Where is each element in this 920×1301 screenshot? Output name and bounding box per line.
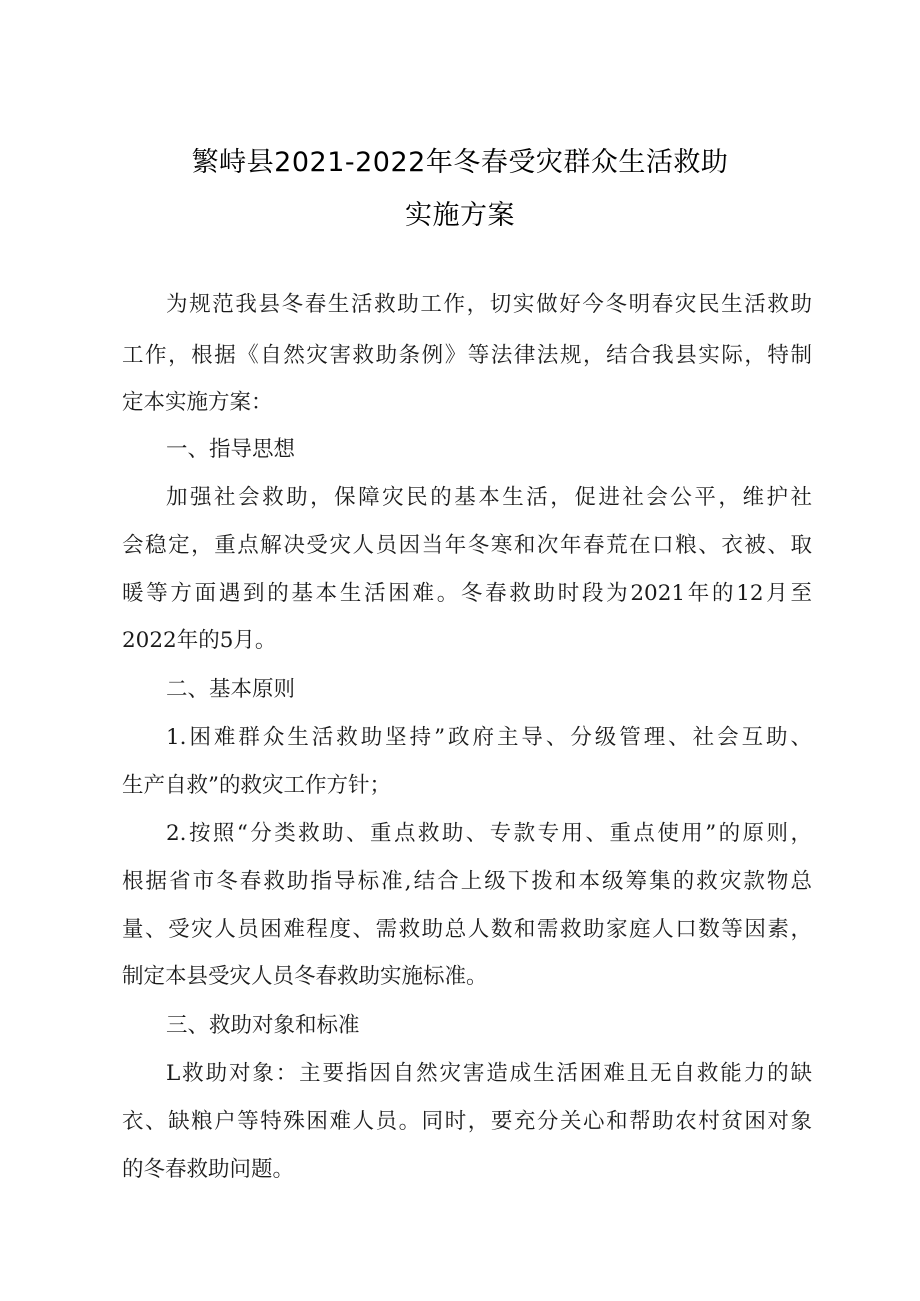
- principle-2-line-3: 量、受灾人员困难程度、需救助总人数和需救助家庭人口数等因素，: [122, 917, 812, 942]
- targets-paragraph-line-3: 的冬春救助问题。: [122, 1157, 295, 1182]
- section-heading-basic-principles: 二、基本原则: [166, 677, 296, 702]
- targets-paragraph-line-1: L救助对象：主要指因自然灾害造成生活困难且无自救能力的缺: [166, 1061, 812, 1086]
- document-title-line-1: 繁峙县2021-2022年冬春受灾群众生活救助: [191, 147, 729, 178]
- principle-2-line-1: 2.按照“分类救助、重点救助、专款专用、重点使用”的原则，: [166, 821, 812, 846]
- guiding-paragraph-line-1: 加强社会救助，保障灾民的基本生活，促进社会公平，维护社: [166, 485, 812, 510]
- section-heading-guiding-ideology: 一、指导思想: [166, 437, 296, 462]
- targets-paragraph-line-2: 衣、缺粮户等特殊困难人员。同时，要充分关心和帮助农村贫困对象: [122, 1109, 812, 1134]
- guiding-paragraph-line-2: 会稳定，重点解决受灾人员因当年冬寒和次年春荒在口粮、衣被、取: [122, 533, 812, 558]
- intro-paragraph-line-3: 定本实施方案：: [122, 390, 273, 415]
- guiding-paragraph-line-3: 暖等方面遇到的基本生活困难。冬春救助时段为2021年的12月至: [122, 581, 812, 606]
- guiding-paragraph-line-4: 2022年的5月。: [122, 628, 277, 653]
- section-heading-targets-and-standards: 三、救助对象和标准: [166, 1013, 360, 1038]
- principle-2-line-4: 制定本县受灾人员冬春救助实施标准。: [122, 964, 488, 989]
- principle-1-line-2: 生产自救”的救灾工作方针；: [122, 773, 391, 798]
- intro-paragraph-line-1: 为规范我县冬春生活救助工作，切实做好今冬明春灾民生活救助: [166, 292, 812, 317]
- document-title-line-2: 实施方案: [405, 200, 515, 231]
- principle-1-line-1: 1.困难群众生活救助坚持”政府主导、分级管理、社会互助、: [166, 725, 812, 750]
- intro-paragraph-line-2: 工作，根据《自然灾害救助条例》等法律法规，结合我县实际，特制: [122, 343, 812, 368]
- principle-2-line-2: 根据省市冬春救助指导标准,结合上级下拨和本级筹集的救灾款物总: [122, 869, 812, 894]
